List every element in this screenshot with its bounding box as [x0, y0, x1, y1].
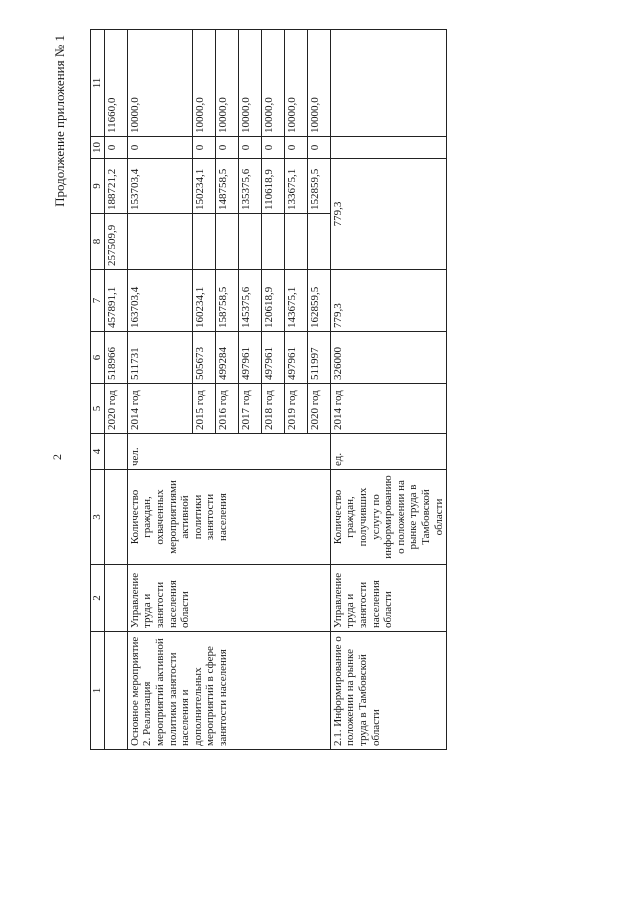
year-cell: 2020 год: [307, 384, 330, 434]
year-cell: 2020 год: [104, 384, 127, 434]
column-number: 5: [91, 384, 105, 434]
column-number: 11: [91, 30, 105, 137]
unit-cell: чел.: [127, 434, 330, 470]
program-table: [90, 29, 447, 750]
indicator-cell: Количество граждан, получивших услугу по информированию о положении на рынке труда в Тамбовской области: [330, 470, 447, 565]
table-row: [330, 30, 447, 750]
value-cell: [238, 214, 261, 270]
column-number: 1: [91, 632, 105, 750]
value-cell: [192, 214, 215, 270]
value-cell: 145375,6: [238, 270, 261, 332]
value-cell: 326000: [330, 332, 447, 384]
value-cell: 497961: [238, 332, 261, 384]
value-cell: 152859,5: [307, 159, 330, 214]
value-cell: 0: [307, 137, 330, 159]
value-cell: 511731: [127, 332, 192, 384]
value-cell: 10000,0: [238, 30, 261, 137]
value-cell: 10000,0: [192, 30, 215, 137]
table-row: [127, 30, 192, 750]
value-cell: 457891,1: [104, 270, 127, 332]
column-number-row: [91, 30, 105, 750]
value-cell: 497961: [261, 332, 284, 384]
value-cell: 160234,1: [192, 270, 215, 332]
value-cell: 497961: [284, 332, 307, 384]
page-number: 2: [50, 454, 64, 460]
value-cell: 499284: [215, 332, 238, 384]
value-cell: 10000,0: [215, 30, 238, 137]
column-number: 2: [91, 565, 105, 632]
value-cell: 0: [104, 137, 127, 159]
table-row: [104, 30, 127, 750]
column-number: 4: [91, 434, 105, 470]
year-cell: 2018 год: [261, 384, 284, 434]
activity-name-cell: Основное мероприятие 2. Реализация мероприятий активной политики занятости населения и дополнительных мероприятий в сфере занятости населения: [127, 632, 330, 750]
column-number: 8: [91, 214, 105, 270]
value-cell: 10000,0: [307, 30, 330, 137]
value-cell: 148758,5: [215, 159, 238, 214]
value-cell: 135375,6: [238, 159, 261, 214]
value-cell: 150234,1: [192, 159, 215, 214]
value-cell: 0: [261, 137, 284, 159]
value-cell: 11660,0: [104, 30, 127, 137]
value-cell: 163703,4: [127, 270, 192, 332]
value-cell: 110618,9: [261, 159, 284, 214]
table-cell: [104, 434, 127, 470]
value-cell: 10000,0: [127, 30, 192, 137]
column-number: 7: [91, 270, 105, 332]
year-cell: 2014 год: [127, 384, 192, 434]
value-cell: [215, 214, 238, 270]
indicator-cell: Количество граждан, охваченных мероприятиями активной политики занятости населения: [127, 470, 330, 565]
value-cell: 505673: [192, 332, 215, 384]
table-cell: [104, 632, 127, 750]
table-cell: [104, 470, 127, 565]
value-cell: 133675,1: [284, 159, 307, 214]
activity-name-cell: 2.1. Информирование о положении на рынке труда в Тамбовской области: [330, 632, 447, 750]
column-number: 9: [91, 159, 105, 214]
column-number: 10: [91, 137, 105, 159]
year-cell: 2017 год: [238, 384, 261, 434]
year-cell: 2016 год: [215, 384, 238, 434]
value-cell: 511997: [307, 332, 330, 384]
value-cell: [261, 214, 284, 270]
value-cell: 143675,1: [284, 270, 307, 332]
value-cell: [330, 137, 447, 159]
responsible-cell: Управление труда и занятости населения области: [330, 565, 447, 632]
column-number: 3: [91, 470, 105, 565]
value-cell: 779,3: [330, 270, 447, 332]
table-cell: [104, 565, 127, 632]
value-cell: 188721,2: [104, 159, 127, 214]
value-cell: 0: [238, 137, 261, 159]
value-cell: [307, 214, 330, 270]
value-cell: 120618,9: [261, 270, 284, 332]
column-number: 6: [91, 332, 105, 384]
value-cell: 158758,5: [215, 270, 238, 332]
value-cell: 10000,0: [261, 30, 284, 137]
value-cell: [127, 214, 192, 270]
value-cell: 153703,4: [127, 159, 192, 214]
value-cell: 0: [284, 137, 307, 159]
value-cell: 0: [215, 137, 238, 159]
value-cell: 257509,9: [104, 214, 127, 270]
appendix-heading: Продолжение приложения № 1: [52, 35, 67, 207]
value-cell: 779,3: [330, 159, 447, 270]
responsible-cell: Управление труда и занятости населения области: [127, 565, 330, 632]
value-cell: 0: [127, 137, 192, 159]
value-cell: [330, 30, 447, 137]
year-cell: 2015 год: [192, 384, 215, 434]
value-cell: 10000,0: [284, 30, 307, 137]
year-cell: 2014 год: [330, 384, 447, 434]
year-cell: 2019 год: [284, 384, 307, 434]
value-cell: 518966: [104, 332, 127, 384]
value-cell: 162859,5: [307, 270, 330, 332]
unit-cell: ед.: [330, 434, 447, 470]
value-cell: 0: [192, 137, 215, 159]
value-cell: [284, 214, 307, 270]
